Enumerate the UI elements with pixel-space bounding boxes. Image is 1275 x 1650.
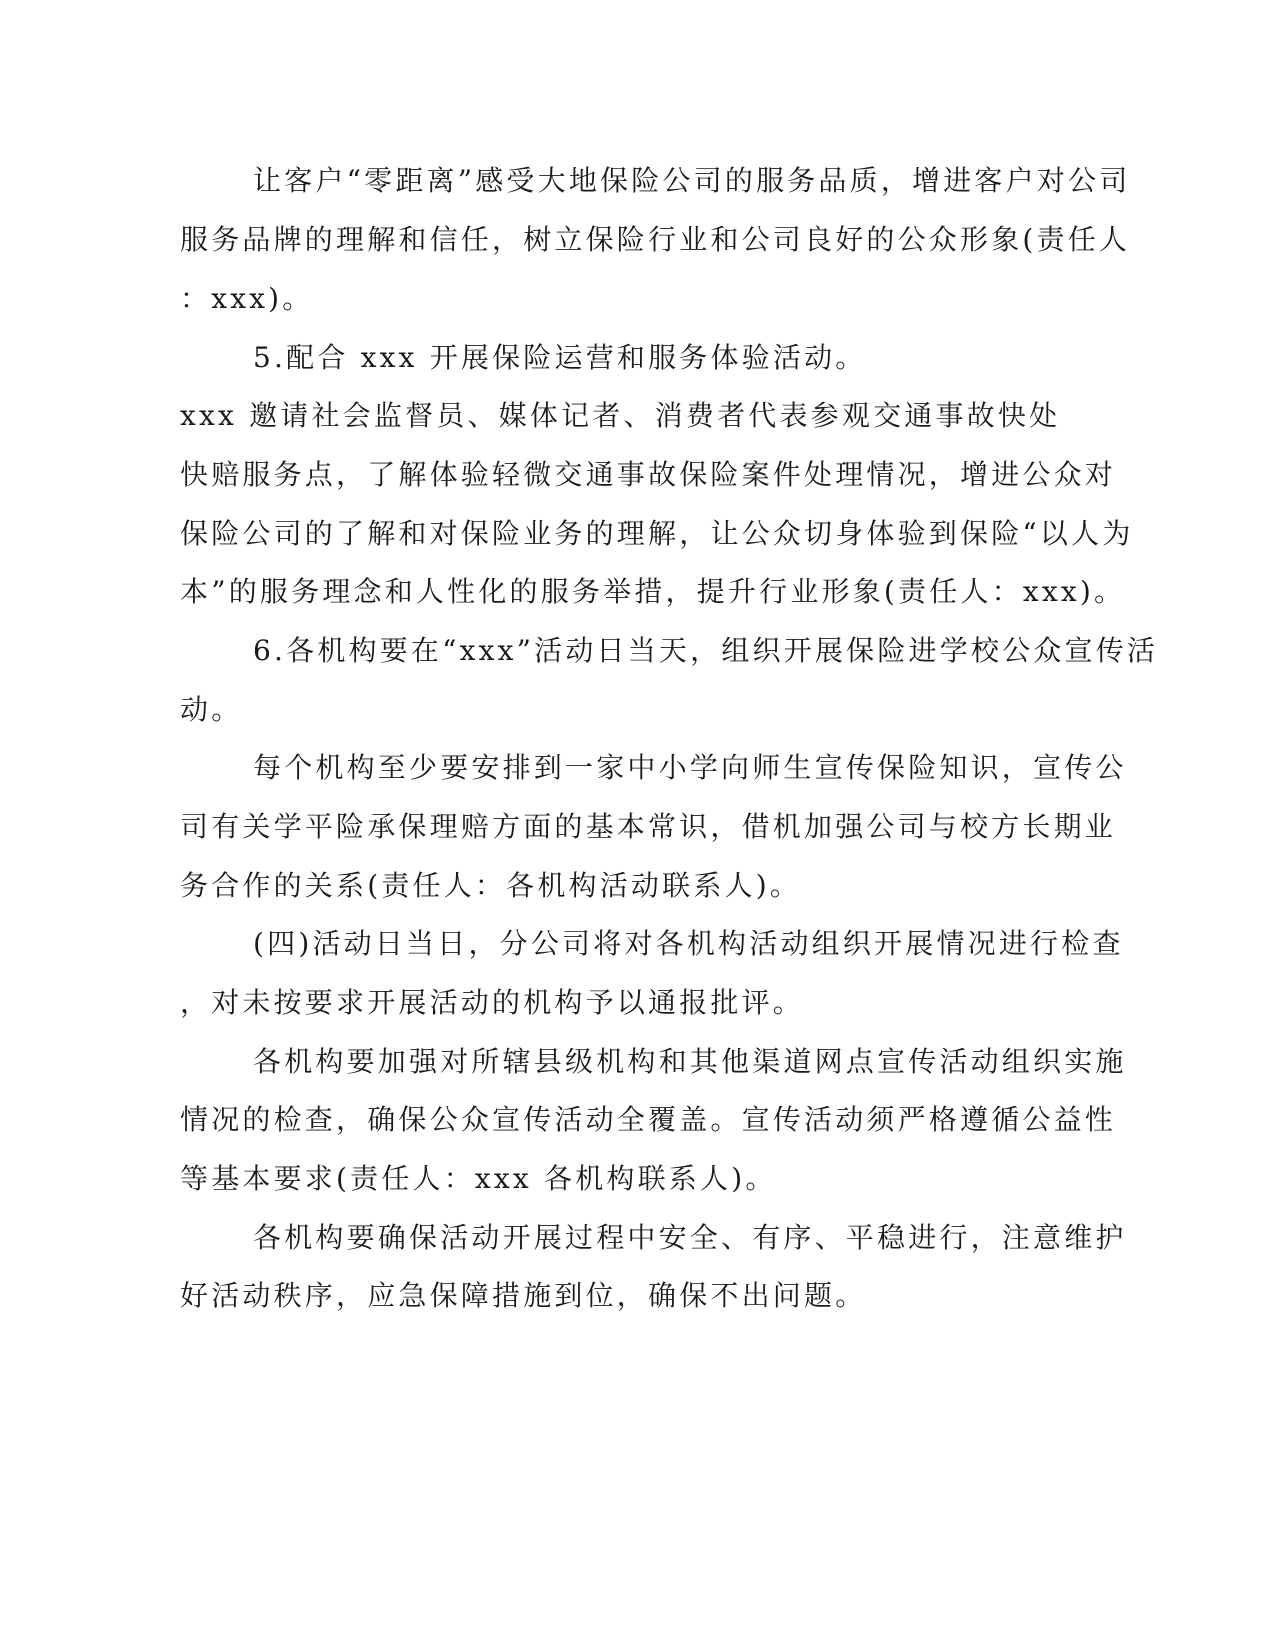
text-line: 服务品牌的理解和信任，树立保险行业和公司良好的公众形象(责任人 <box>180 223 1131 256</box>
text-line: 快赔服务点，了解体验轻微交通事故保险案件处理情况，增进公众对 <box>180 458 1117 491</box>
text-line: ，对未按要求开展活动的机构予以通报批评。 <box>180 986 805 1019</box>
text-line: xxx 邀请社会监督员、媒体记者、消费者代表参观交通事故快处 <box>180 399 1061 432</box>
text-line: (四)活动日当日，分公司将对各机构活动组织开展情况进行检查 <box>253 927 1124 960</box>
text-line: 每个机构至少要安排到一家中小学向师生宣传保险知识，宣传公 <box>253 751 1127 784</box>
text-line: 好活动秩序，应急保障措施到位，确保不出问题。 <box>180 1279 867 1312</box>
text-line: 各机构要确保活动开展过程中安全、有序、平稳进行，注意维护 <box>253 1221 1127 1254</box>
text-line: 情况的检查，确保公众宣传活动全覆盖。宣传活动须严格遵循公益性 <box>180 1103 1117 1136</box>
text-line: 5.配合 xxx 开展保险运营和服务体验活动。 <box>253 341 867 374</box>
text-line: 保险公司的了解和对保险业务的理解，让公众切身体验到保险“以人为 <box>180 517 1134 550</box>
text-line: 让客户“零距离”感受大地保险公司的服务品质，增进客户对公司 <box>253 164 1131 197</box>
text-line: 各机构要加强对所辖县级机构和其他渠道网点宣传活动组织实施 <box>253 1045 1127 1078</box>
text-line: 6.各机构要在“xxx”活动日当天，组织开展保险进学校公众宣传活 <box>253 634 1159 667</box>
text-line: 等基本要求(责任人：xxx 各机构联系人)。 <box>180 1162 777 1195</box>
text-line: 本”的服务理念和人性化的服务举措，提升行业形象(责任人：xxx)。 <box>180 575 1126 608</box>
text-line: 司有关学平险承保理赔方面的基本常识，借机加强公司与校方长期业 <box>180 810 1117 843</box>
text-line: ：xxx)。 <box>180 282 314 315</box>
text-line: 动。 <box>180 693 243 726</box>
text-line: 务合作的关系(责任人：各机构活动联系人)。 <box>180 869 802 902</box>
